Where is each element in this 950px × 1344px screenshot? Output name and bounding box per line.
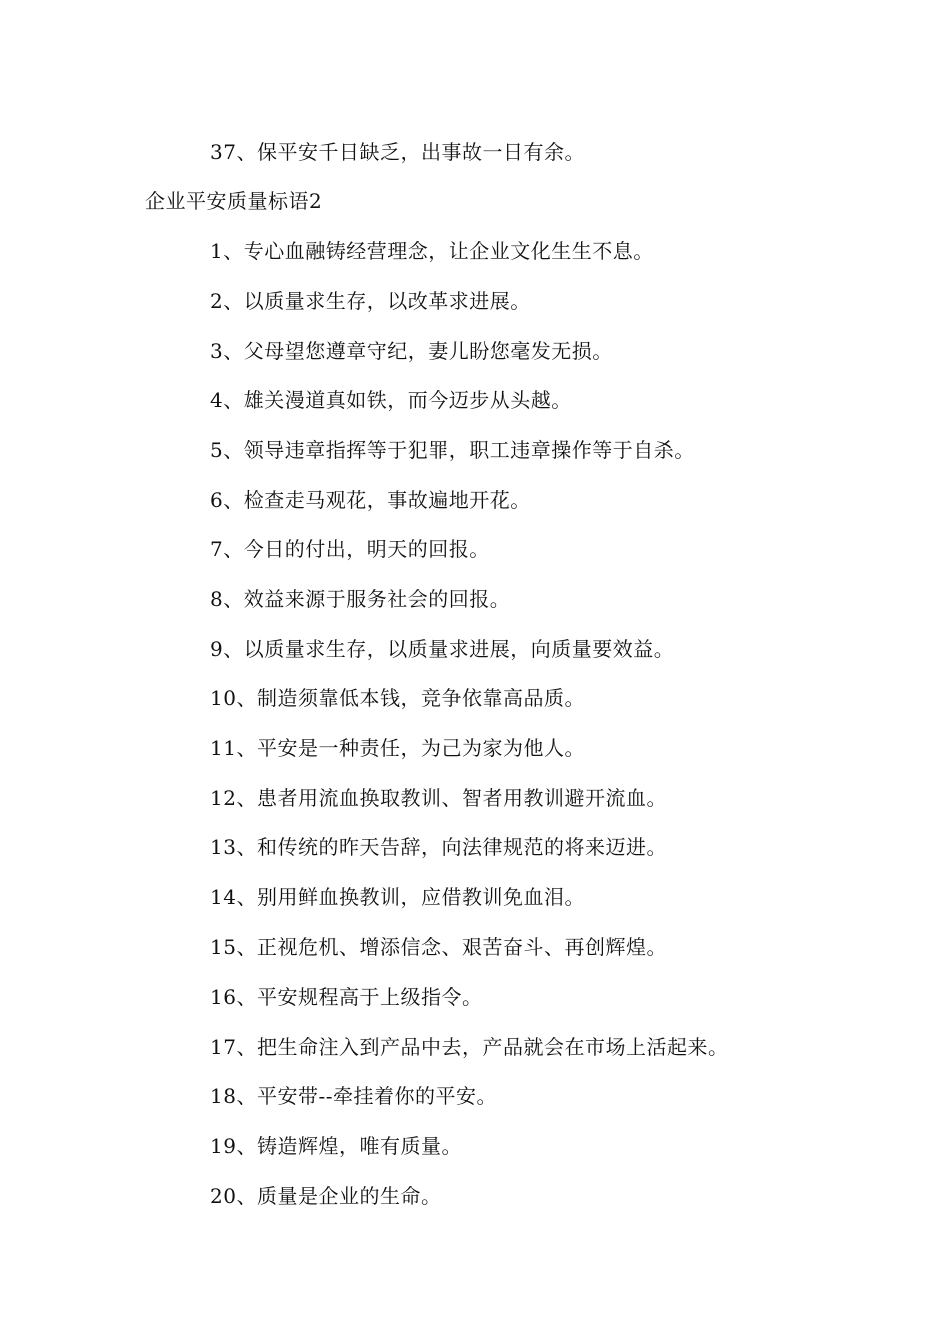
list-item: 10、制造须靠低本钱，竞争依靠高品质。 [210,686,585,710]
list-item: 9、以质量求生存，以质量求进展，向质量要效益。 [210,637,675,661]
list-item: 11、平安是一种责任，为己为家为他人。 [210,736,585,760]
list-item: 13、和传统的昨天告辞，向法律规范的将来迈进。 [210,835,667,859]
list-item: 14、别用鲜血换教训，应借教训免血泪。 [210,885,585,909]
section-heading: 企业平安质量标语2 [145,189,323,213]
list-item: 19、铸造辉煌，唯有质量。 [210,1134,462,1158]
list-item: 6、检查走马观花，事故遍地开花。 [210,488,531,512]
list-item: 2、以质量求生存，以改革求进展。 [210,289,531,313]
list-item: 37、保平安千日缺乏，出事故一日有余。 [210,140,585,164]
list-item: 15、正视危机、增添信念、艰苦奋斗、再创辉煌。 [210,935,667,959]
list-item: 16、平安规程高于上级指令。 [210,985,483,1009]
list-item: 1、专心血融铸经营理念，让企业文化生生不息。 [210,239,654,263]
list-item: 20、质量是企业的生命。 [210,1184,442,1208]
list-item: 18、平安带--牵挂着你的平安。 [210,1084,497,1108]
list-item: 7、今日的付出，明天的回报。 [210,537,490,561]
list-item: 8、效益来源于服务社会的回报。 [210,587,511,611]
list-item: 17、把生命注入到产品中去，产品就会在市场上活起来。 [210,1035,729,1059]
list-item: 4、雄关漫道真如铁，而今迈步从头越。 [210,388,572,412]
list-item: 12、患者用流血换取教训、智者用教训避开流血。 [210,786,667,810]
list-item: 5、领导违章指挥等于犯罪，职工违章操作等于自杀。 [210,438,695,462]
list-item: 3、父母望您遵章守纪，妻儿盼您毫发无损。 [210,339,613,363]
